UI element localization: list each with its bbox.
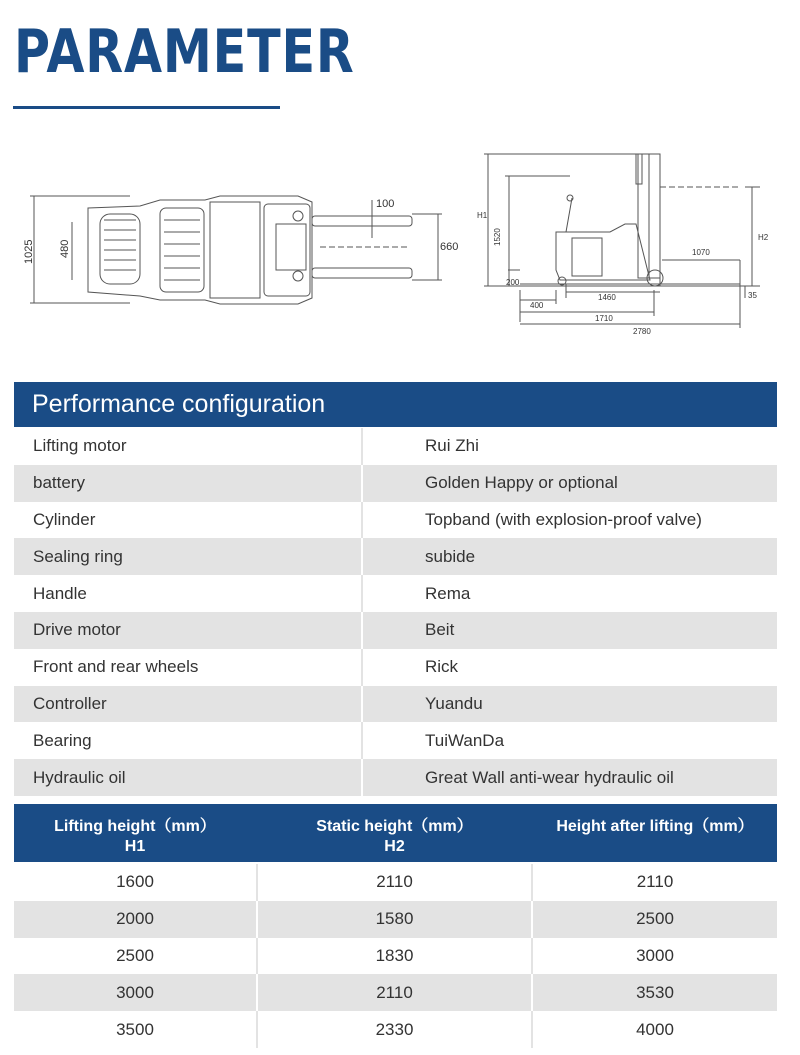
table-row [14, 686, 777, 723]
table-cell: 3000 [636, 945, 674, 965]
top-view-drawing [30, 196, 442, 304]
dim-h2: H2 [758, 233, 769, 242]
table-row [14, 864, 777, 901]
table-cell: 4000 [636, 1019, 674, 1039]
dim-660: 660 [440, 241, 459, 253]
title-underline [13, 106, 280, 109]
table-row [14, 901, 777, 938]
dim-h1: H1 [477, 211, 488, 220]
config-value: Topband (with explosion-proof valve) [362, 502, 777, 539]
dim-1460: 1460 [598, 293, 616, 302]
config-key: Hydraulic oil [14, 759, 362, 796]
dim-200: 200 [506, 278, 520, 287]
column-header-lifting-height [14, 817, 256, 857]
config-key: Handle [14, 575, 362, 612]
config-value: Rick [362, 649, 777, 686]
config-key: Drive motor [14, 612, 362, 649]
table-cell: 2110 [257, 864, 532, 901]
lifting-table [14, 864, 777, 1048]
dim-1070: 1070 [692, 248, 710, 257]
table-row [14, 465, 777, 502]
technical-drawing [0, 140, 800, 350]
column-header-line1: Static height（mm） [316, 818, 473, 835]
dim-1025: 1025 [23, 239, 35, 264]
table-row [14, 502, 777, 539]
table-row [14, 575, 777, 612]
table-cell: 1580 [257, 901, 532, 938]
table-row [14, 759, 777, 796]
table-cell: 2500 [14, 938, 257, 975]
lifting-table-header [14, 804, 777, 862]
table-cell: 2330 [257, 1011, 532, 1048]
config-key: Cylinder [14, 502, 362, 539]
table-cell: 1830 [257, 938, 532, 975]
table-row [14, 1011, 777, 1048]
table-cell: 3000 [14, 974, 257, 1011]
dim-1710: 1710 [595, 314, 613, 323]
dim-400: 400 [530, 301, 544, 310]
config-value: TuiWanDa [362, 722, 777, 759]
table-row [14, 538, 777, 575]
config-key: Front and rear wheels [14, 649, 362, 686]
config-value: Great Wall anti-wear hydraulic oil [362, 759, 777, 796]
column-header-line2: H2 [384, 838, 405, 855]
config-key: Bearing [14, 722, 362, 759]
column-header-line2: H1 [124, 838, 146, 855]
performance-heading: Performance configuration [14, 382, 777, 427]
config-key: Sealing ring [14, 538, 362, 575]
dim-2780: 2780 [633, 327, 651, 336]
column-header-static-height [258, 817, 531, 857]
side-view-drawing [484, 154, 760, 328]
table-cell: 3530 [532, 974, 777, 1011]
config-value: Yuandu [362, 686, 777, 723]
performance-table [14, 428, 777, 796]
config-value: Rui Zhi [362, 428, 777, 465]
config-value: Golden Happy or optional [362, 465, 777, 502]
config-value: Beit [362, 612, 777, 649]
config-value: subide [362, 538, 777, 575]
dim-35: 35 [748, 291, 757, 300]
config-key: Controller [14, 686, 362, 723]
table-row [14, 612, 777, 649]
column-header-height-after-lifting [533, 817, 777, 837]
page-title: PARAMETER [14, 17, 355, 87]
table-row [14, 938, 777, 975]
table-cell: 2110 [636, 872, 674, 892]
dim-1520: 1520 [493, 228, 502, 246]
table-row [14, 428, 777, 465]
config-value: Rema [362, 575, 777, 612]
column-header-line1: Height after lifting（mm） [556, 818, 754, 835]
table-cell: 3500 [14, 1011, 257, 1048]
dim-100: 100 [376, 198, 395, 210]
dim-480: 480 [59, 239, 71, 258]
table-cell: 1600 [14, 864, 257, 901]
table-cell: 2000 [14, 901, 257, 938]
table-row [14, 974, 777, 1011]
column-header-line1: Lifting height（mm） [54, 818, 216, 835]
table-row [14, 649, 777, 686]
config-key: battery [14, 465, 362, 502]
table-row [14, 722, 777, 759]
config-key: Lifting motor [14, 428, 362, 465]
table-cell: 2110 [257, 974, 532, 1011]
table-cell: 2500 [532, 901, 777, 938]
